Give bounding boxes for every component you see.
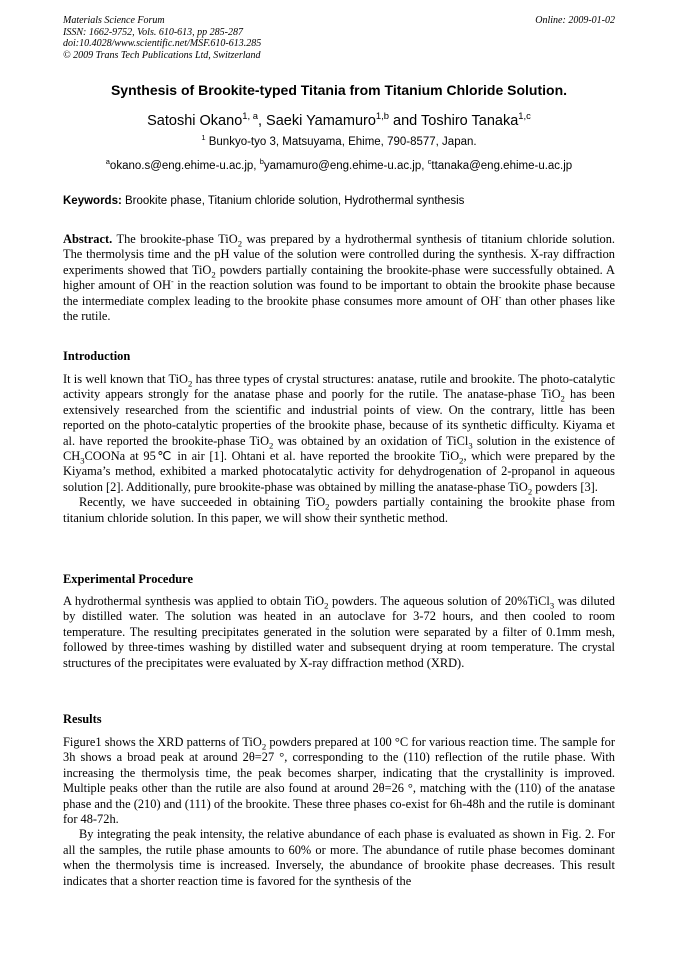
subscript: 2 (261, 741, 267, 752)
author-name: Satoshi Okano (147, 113, 243, 129)
superscript: - (498, 292, 502, 302)
subscript: 2 (237, 238, 243, 249)
subscript: 2 (324, 600, 329, 611)
body-paragraph (63, 827, 615, 889)
subscript: 2 (325, 501, 330, 512)
introduction-body (63, 372, 615, 526)
text-run: has three types of crystal structures: anatase, rutile and brookite. The photo-catalytic activity appears strongly for the anatase phase and poorly for the rutile. The anatase-phase TiO (63, 372, 615, 402)
affiliation (40, 133, 638, 148)
email-link[interactable]: yamamuro@eng.ehime-u.ac.jp (263, 160, 422, 172)
text-run: was obtained by an oxidation of TiCl (273, 433, 469, 448)
journal-header (63, 15, 615, 61)
body-paragraph (63, 594, 615, 671)
author-list (40, 110, 638, 129)
text-run: has been extensively researched from the scientific and industrial points of view. On the contrary, little has been reported on the photo-catalytic properties of the brookite phase, because of its synthetic difficulty. Kiyama et al. have reported the brookite-phase TiO (63, 387, 615, 448)
subscript: 3 (80, 455, 85, 466)
text-run: powders partially containing the brookite phase from titanium chloride solution. In this paper, we will show their synthetic method. (63, 495, 616, 525)
text-run: was prepared by a hydrothermal synthesis of titanium chloride solution. The thermolysis time and the pH value of the solution were controlled during the synthesis. X-ray diffraction experiments showed that TiO (63, 232, 615, 277)
section-heading-introduction: Introduction (63, 349, 131, 363)
abstract-label: Abstract. (63, 232, 113, 246)
text-run: powders [3]. (532, 479, 598, 494)
text-run: was diluted by distilled water. The solution was heated in an autoclave for 3-72 hours, and then cooled to room temperature. The resulting precipitates generated in the solution were separated by a filter of 0.1mm mesh, followed by three-times washing by distilled water and subsequent drying at room temperature. The crystal structures of the precipitates were evaluated by X-ray diffraction method (XRD). (63, 594, 615, 670)
keywords-label: Keywords: (63, 195, 122, 207)
subscript: 2 (527, 486, 533, 497)
online-date: Online: 2009-01-02 (535, 15, 615, 26)
text-run: powders partially containing the brookite-phase were successfully obtained. A higher amount of OH (63, 262, 615, 293)
keywords (63, 195, 615, 207)
subscript: 2 (211, 269, 216, 280)
email-mark: a (105, 157, 110, 167)
issn: ISSN: 1662-9752, Vols. 610-613, pp 285-287 (63, 26, 243, 38)
affiliation-mark: 1 (201, 133, 206, 143)
journal-name: Materials Science Forum (63, 15, 165, 26)
results-body (63, 735, 615, 889)
text-run: The brookite-phase TiO (112, 232, 238, 246)
text-run: in the reaction solution was found to be important to obtain the brookite phase because the intermediate complex leading to the brookite phase consumes more amount of OH (63, 278, 615, 308)
section-heading-experimental: Experimental Procedure (63, 572, 193, 586)
experimental-body (63, 594, 615, 671)
text-run: Figure1 shows the XRD patterns of TiO (63, 735, 262, 749)
copyright: © 2009 Trans Tech Publications Ltd, Switzerland (63, 49, 261, 61)
subscript: 2 (188, 378, 193, 389)
email-link[interactable]: ttanaka@eng.ehime-u.ac.jp (431, 160, 573, 172)
email-mark: c (427, 157, 432, 167)
keywords-text: Brookite phase, Titanium chloride solution, Hydrothermal synthesis (121, 195, 465, 207)
superscript: - (170, 277, 174, 287)
text-run: COONa at 95℃ in air [1]. Ohtani et al. have reported the brookite TiO (84, 449, 460, 464)
author-name: Saeki Yamamuro (266, 113, 376, 129)
author-affil-mark: 1,c (518, 110, 531, 122)
author-affil-mark: 1, a (242, 110, 258, 122)
text-run: powders prepared at 100 °C for various reaction time. The sample for 3h shows a broad peak at around 2θ=27 °, corresponding to the (110) reflection of the rutile phase. With increasing the thermolysis time, the peak becomes sharper, indicating that the crystallinity is improved. Multiple peaks other than the rutile are also found at around 2θ=26 °, matching with the (110) of the anatase phase and the (210) and (111) of the brookite. These three phases co-exist for 6h-48h and the rutile is dominant for 48-72h. (63, 735, 615, 827)
abstract (63, 232, 615, 324)
text-run: solution in the existence of CH (63, 433, 616, 464)
subscript: 2 (459, 455, 464, 466)
paper-title: Synthesis of Brookite-typed Titania from Titanium Chloride Solution. (110, 82, 568, 98)
subscript: 3 (549, 600, 555, 611)
text-run: , which were prepared by the Kiyama’s method, exhibited a marked photocatalytic activity for dehydrogenation of 2-propanol in aqueous solution [2]. Additionally, pure brookite-phase was obtained by milling the anatase-phase TiO (63, 449, 615, 494)
author-separator: , (257, 113, 267, 129)
section-heading-results: Results (63, 712, 102, 726)
email-list: $^a$okano.s@eng.ehime-u.ac.jp, $^b$yamamuro@eng.ehime-u.ac.jp, $^c$ttanaka@eng.ehime-u.ac.jp (105, 157, 573, 172)
text-run: Recently, we have succeeded in obtaining TiO (79, 495, 326, 510)
affiliation-text: Bunkyo-tyo 3, Matsuyama, Ehime, 790-8577, Japan. (205, 136, 477, 148)
text-run: A hydrothermal synthesis was applied to obtain TiO (63, 594, 325, 608)
subscript: 2 (560, 393, 565, 404)
text-run: than other phases like the rutile. (63, 293, 616, 324)
body-paragraph (63, 735, 615, 827)
subscript: 3 (468, 440, 473, 451)
email-link[interactable]: okano.s@eng.ehime-u.ac.jp (109, 160, 254, 172)
doi: doi:10.4028/www.scientific.net/MSF.610-613.285 (63, 38, 262, 49)
subscript: 2 (269, 440, 274, 451)
abstract-paragraph (63, 232, 615, 324)
text-run: It is well known that TiO (63, 372, 188, 386)
text-run: By integrating the peak intensity, the relative abundance of each phase is evaluated as shown in Fig. 2. For all the samples, the rutile phase amounts to 60% or more. The abundance of rutile phase becomes dominant when the thermolysis time is increased. Inversely, the abundance of brookite phase decreases. This result indicates that a shorter reaction time is favored for the synthesis of the (63, 827, 615, 888)
email-mark: b (259, 157, 264, 167)
author-name: Toshiro Tanaka (421, 113, 519, 129)
body-paragraph (63, 372, 615, 495)
text-run: powders. The aqueous solution of 20%TiCl (328, 594, 550, 608)
author-conjunction: and (389, 113, 421, 129)
author-affil-mark: 1,b (375, 110, 389, 122)
body-paragraph (63, 495, 615, 526)
